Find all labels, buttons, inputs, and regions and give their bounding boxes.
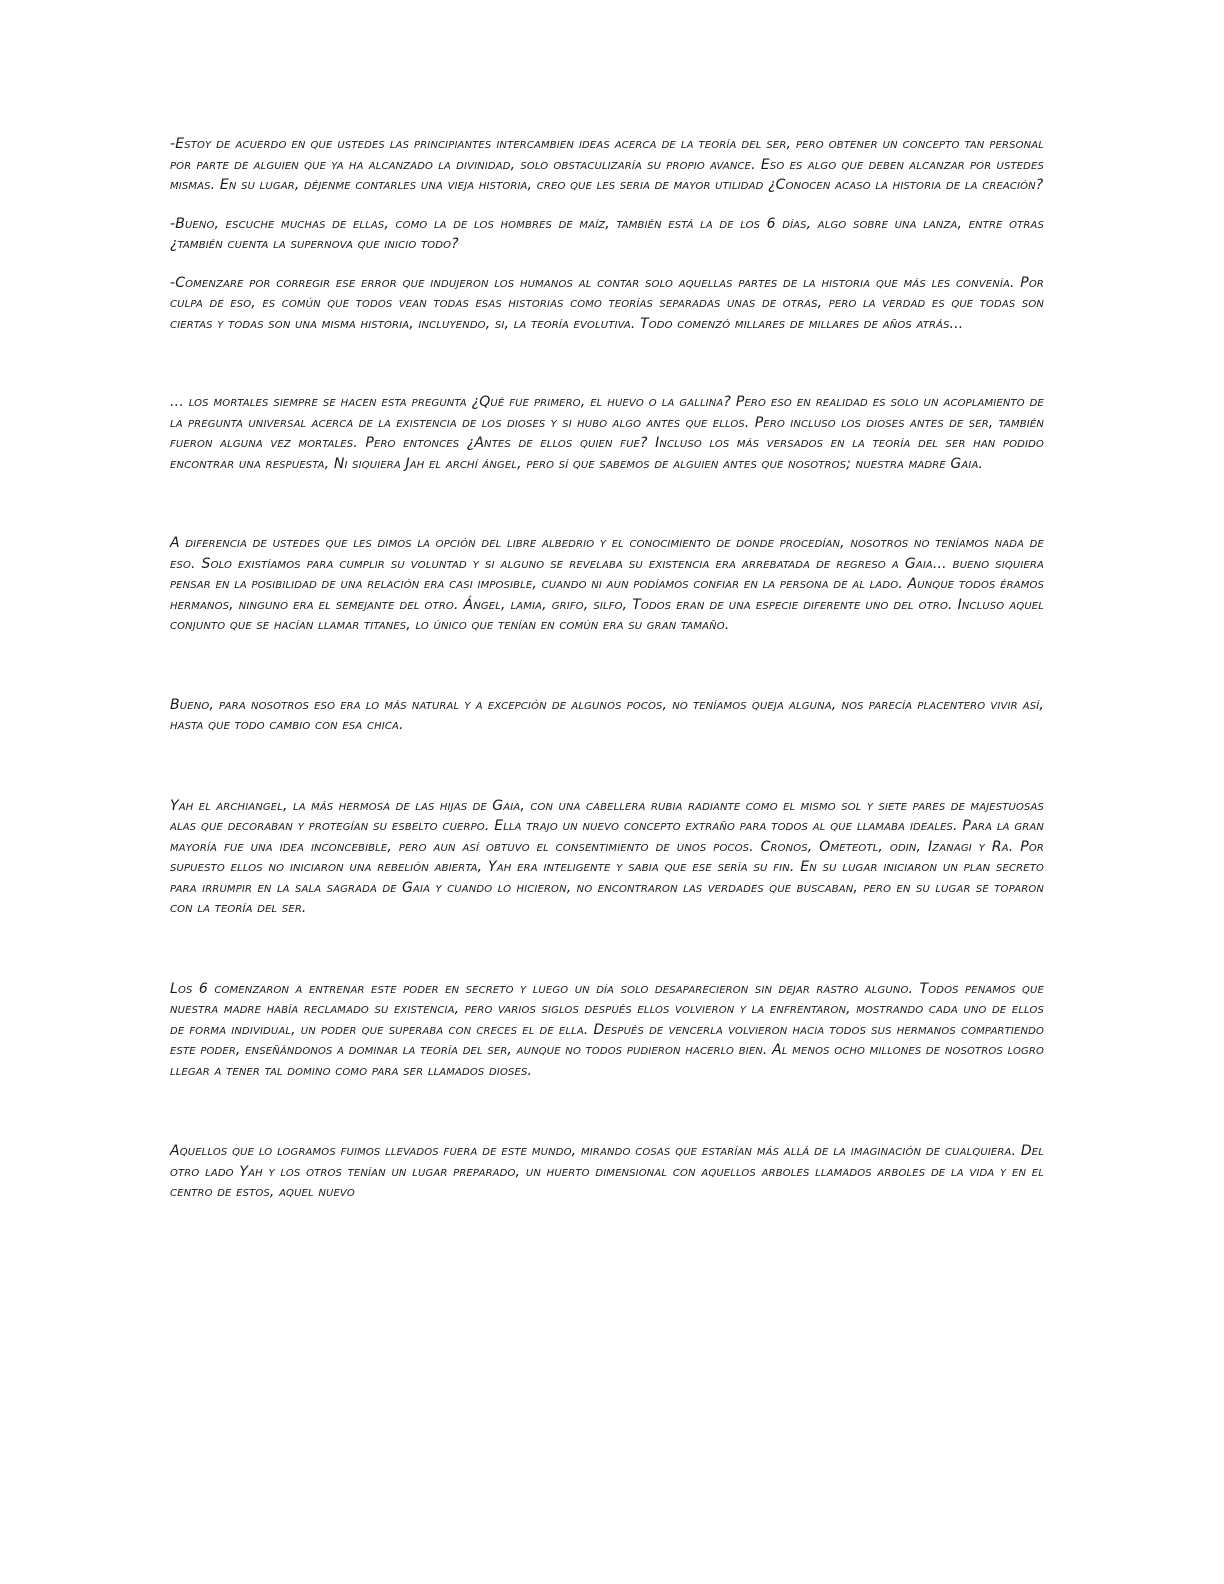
paragraph-2: -Bueno, escuche muchas de ellas, como la de los hombres de maíz, también está la de los 6 días, algo sobre una lanza, entre otras ¿también cuenta la supernova que inicio todo? — [170, 215, 1044, 252]
paragraph-7: Yah el archiangel, la más hermosa de las hijas de Gaia, con una cabellera rubia radiante como el mismo sol y siete pares de majestuosas alas que decoraban y protegían su esbelto cuerpo. Ella trajo un nuevo concepto extraño para todos al que llamaba ideales. Para la gran mayoría fue una idea inconcebible, pero aun así obtuvo el consentimiento de unos pocos. Cronos, Ometeotl, odin, Izanagi y Ra. Por supuesto ellos no iniciaron una rebelión abierta, Yah era inteligente y sabia que ese sería su fin. En su lugar iniciaron un plan secreto para irrumpir en la sala sagrada de Gaia y cuando lo hicieron, no encontraron las verdades que buscaban, pero en su lugar se toparon con la teoría del ser. — [170, 797, 1044, 916]
paragraph-1: -Estoy de acuerdo en que ustedes las principiantes intercambien ideas acerca de la teoría del ser, pero obtener un concepto tan personal por parte de alguien que ya ha alcanzado la divinidad, solo obstaculizaría su propio avance. Eso es algo que deben alcanzar por ustedes mismas. En su lugar, déjenme contarles una vieja historia, creo que les seria de mayor utilidad ¿Conocen acaso la historia de la creación? — [170, 136, 1044, 193]
document-page — [170, 134, 1044, 1203]
paragraph-5: A diferencia de ustedes que les dimos la opción del libre albedrio y el conocimiento de donde procedían, nosotros no teníamos nada de eso. Solo existíamos para cumplir su voluntad y si alguno se revelaba su existencia era arrebatada de regreso a Gaia... bueno siquiera pensar en la posibilidad de una relación era casi imposible, cuando ni aun podíamos confiar en la persona de al lado. Aunque todos éramos hermanos, ninguno era el semejante del otro. Ángel, lamia, grifo, silfo, Todos eran de una especie diferente uno del otro. Incluso aquel conjunto que se hacían llamar titanes, lo único que tenían en común era su gran tamaño. — [170, 535, 1044, 633]
paragraph-6: Bueno, para nosotros eso era lo más natural y a excepción de algunos pocos, no teníamos queja alguna, nos parecía placentero vivir así, hasta que todo cambio con esa chica. — [170, 696, 1044, 733]
paragraph-9: Aquellos que lo logramos fuimos llevados fuera de este mundo, mirando cosas que estarían más allá de la imaginación de cualquiera. Del otro lado Yah y los otros tenían un lugar preparado, un huerto dimensional con aquellos arboles llamados arboles de la vida y en el centro de estos, aquel nuevo — [170, 1143, 1044, 1200]
paragraph-4: ... los mortales siempre se hacen esta pregunta ¿Qué fue primero, el huevo o la gallina? Pero eso en realidad es solo un acoplamiento de la pregunta universal acerca de la existencia de los dioses y si hubo algo antes que ellos. Pero incluso los dioses antes de ser, también fueron alguna vez mortales. Pero entonces ¿Antes de ellos quien fue? Incluso los más versados en la teoría del ser han podido encontrar una respuesta, Ni siquiera Jah el archí ángel, pero sí que sabemos de alguien antes que nosotros; nuestra madre Gaia. — [170, 394, 1044, 472]
paragraph-8: Los 6 comenzaron a entrenar este poder en secreto y luego un día solo desaparecieron sin dejar rastro alguno. Todos penamos que nuestra madre había reclamado su existencia, pero varios siglos después ellos volvieron y la enfrentaron, mostrando cada uno de ellos de forma individual, un poder que superaba con creces el de ella. Después de vencerla volvieron hacia todos sus hermanos compartiendo este poder, enseñándonos a dominar la teoría del ser, aunque no todos pudieron hacerlo bien. Al menos ocho millones de nosotros logro llegar a tener tal domino como para ser llamados dioses. — [170, 980, 1044, 1079]
paragraph-3: -Comenzare por corregir ese error que indujeron los humanos al contar solo aquellas partes de la historia que más les convenía. Por culpa de eso, es común que todos vean todas esas historias como teorías separadas unas de otras, pero la verdad es que todas son ciertas y todas son una misma historia, incluyendo, si, la teoría evolutiva. Todo comenzó millares de millares de años atrás... — [170, 274, 1044, 332]
